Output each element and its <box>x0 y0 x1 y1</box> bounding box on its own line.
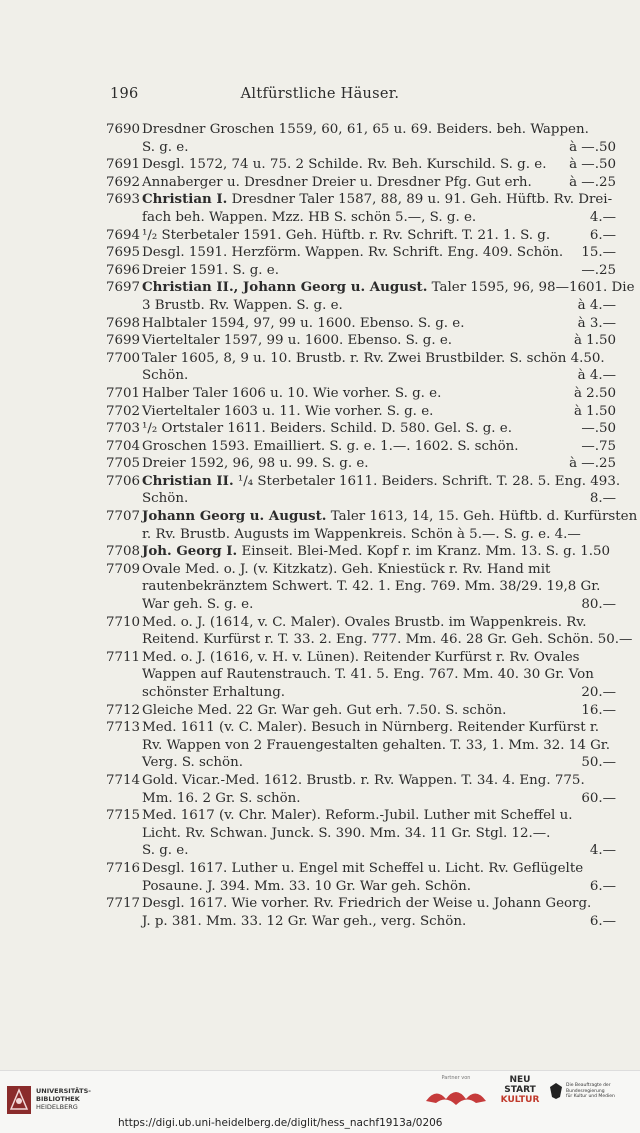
library-seal-icon <box>6 1085 32 1115</box>
ruler-name: Christian II., Johann Georg u. August. <box>142 279 428 296</box>
catalog-entry <box>106 156 616 174</box>
entry-description <box>142 649 616 702</box>
description-line <box>142 227 616 245</box>
line-text: schönster Erhaltung. <box>142 685 286 700</box>
price: 20.— <box>581 685 616 700</box>
entry-description <box>142 807 616 860</box>
entry-description <box>142 895 616 930</box>
entry-description <box>142 772 616 807</box>
line-text: Dresdner Taler 1587, 88, 89 u. 91. Geh. Hüftb. Rv. Drei- <box>227 192 613 208</box>
price: à —.25 <box>569 456 616 472</box>
ruler-name: Christian I. <box>142 191 228 208</box>
line-text: S. g. e. <box>142 139 189 155</box>
entry-description <box>142 403 616 421</box>
price: à 1.50 <box>573 403 616 419</box>
line-text: Schön. <box>142 491 189 507</box>
catalog-entry <box>106 895 616 930</box>
description-line <box>142 614 616 632</box>
eagle-logo-icon <box>416 1081 496 1113</box>
ruler-name: Joh. Georg I. <box>142 543 238 560</box>
entry-description <box>142 455 616 473</box>
line-text: Gold. Vicar.-Med. 1612. Brustb. r. Rv. Wappen. T. 34. 4. Eng. 775. <box>142 772 585 788</box>
lot-number: 7702 <box>106 403 141 419</box>
line-text: Ovale Med. o. J. (v. Kitzkatz). Geh. Kniestück r. Rv. Hand mit <box>142 561 551 577</box>
catalog-entry <box>106 350 616 385</box>
price: 8.— <box>589 491 616 507</box>
lot-number: 7714 <box>106 772 141 788</box>
price: 4.— <box>589 843 616 859</box>
lot-number: 7699 <box>106 333 141 349</box>
entry-description <box>142 561 616 614</box>
line-text: Desgl. 1591. Herzförm. Wappen. Rv. Schrift. Eng. 409. Schön. <box>142 245 564 261</box>
description-line <box>142 279 635 297</box>
description-line <box>142 420 616 438</box>
entry-description <box>142 385 616 403</box>
footer-bar <box>0 1070 640 1133</box>
description-line <box>142 684 616 702</box>
line-text: Wappen auf Rautenstrauch. T. 41. 5. Eng. 767. Mm. 40. 30 Gr. Von <box>142 667 594 683</box>
catalog-entry <box>106 455 616 473</box>
catalog-entry <box>106 403 616 421</box>
line-text: Taler 1605, 8, 9 u. 10. Brustb. r. Rv. Zwei Brustbilder. S. schön 4.50. <box>142 350 605 366</box>
lot-number: 7706 <box>106 473 141 489</box>
catalog-entry <box>106 860 616 895</box>
entry-description <box>142 332 616 350</box>
description-line <box>142 737 616 755</box>
catalog-entry <box>106 649 616 702</box>
description-line <box>142 649 616 667</box>
description-line <box>142 139 616 157</box>
price: 4.— <box>589 209 616 225</box>
description-line <box>142 754 616 772</box>
entry-description <box>142 543 616 561</box>
federal-eagle-icon <box>548 1081 564 1101</box>
catalog-entry <box>106 561 616 614</box>
price: 6.— <box>589 227 616 243</box>
lot-number: 7695 <box>106 245 141 261</box>
line-text: Desgl. 1617. Luther u. Engel mit Scheffel u. Licht. Rv. Geflügelte <box>142 860 584 876</box>
line-text: Einseit. Blei-Med. Kopf r. im Kranz. Mm. 13. S. g. 1.50 <box>237 544 611 560</box>
catalog-entry <box>106 244 616 262</box>
description-line <box>142 772 616 790</box>
description-line <box>142 156 616 174</box>
line-text: Verg. S. schön. <box>142 755 243 771</box>
lot-number: 7710 <box>106 614 141 630</box>
catalog-entry <box>106 772 616 807</box>
line-text: War geh. S. g. e. <box>142 597 254 613</box>
price: 60.— <box>581 790 616 806</box>
neustart-kultur-logo: NEU START KULTUR <box>500 1075 540 1105</box>
lot-number: 7715 <box>106 808 141 824</box>
line-text: Gleiche Med. 22 Gr. War geh. Gut erh. 7.50. S. schön. <box>142 702 507 718</box>
line-text: 3 Brustb. Rv. Wappen. S. g. e. <box>142 297 343 313</box>
price: à —.25 <box>569 174 616 190</box>
line-text: Annaberger u. Dresdner Dreier u. Dresdner Pfg. Gut erh. <box>142 174 532 190</box>
entry-description <box>142 315 616 333</box>
entry-description <box>142 244 616 262</box>
description-line <box>142 121 616 139</box>
entry-description <box>142 438 616 456</box>
lot-number: 7712 <box>106 702 141 718</box>
description-line <box>142 596 616 614</box>
line-text: Mm. 16. 2 Gr. S. schön. <box>142 790 301 806</box>
description-line <box>142 913 616 931</box>
description-line <box>142 895 616 913</box>
description-line <box>142 174 616 192</box>
description-line <box>142 490 616 508</box>
university-library-logo[interactable] <box>6 1085 106 1125</box>
catalog-entry <box>106 121 616 156</box>
lot-number: 7692 <box>106 174 141 190</box>
bkm-logo: Die Beauftragte der Bundesregierung für Kultur und Medien <box>548 1079 638 1113</box>
page-header <box>0 86 640 108</box>
lot-number: 7713 <box>106 720 141 736</box>
line-text: r. Rv. Brustb. Augusts im Wappenkreis. Schön à 5.—. S. g. e. 4.— <box>142 526 581 542</box>
price: à 3.— <box>577 315 616 331</box>
lot-number: 7698 <box>106 315 141 331</box>
line-text: ¹/₂ Ortstaler 1611. Beiders. Schild. D. 580. Gel. S. g. e. <box>142 421 512 437</box>
description-line <box>142 561 616 579</box>
description-line <box>142 297 616 315</box>
running-title: Altfürstliche Häuser. <box>240 86 400 102</box>
description-line <box>142 315 616 333</box>
description-line <box>142 455 616 473</box>
catalog-entry <box>106 472 621 508</box>
entry-description <box>142 702 616 720</box>
catalog-entry <box>106 438 616 456</box>
line-text: rautenbekränztem Schwert. T. 42. 1. Eng. 769. Mm. 38/29. 19,8 Gr. <box>142 579 601 595</box>
catalog-entry <box>106 807 616 860</box>
line-text: ¹/₄ Sterbetaler 1611. Beiders. Schrift. T. 28. 5. Eng. 493. <box>233 473 621 489</box>
permalink-url[interactable]: https://digi.ub.uni-heidelberg.de/diglit/hess_nachf1913a/0206 <box>118 1117 443 1129</box>
catalog-entry <box>106 227 616 245</box>
price: 6.— <box>589 878 616 894</box>
lot-number: 7707 <box>106 509 141 525</box>
line-text: Taler 1595, 96, 98—1601. Die <box>427 280 635 296</box>
lot-number: 7691 <box>106 157 141 173</box>
catalog-entry <box>106 508 638 543</box>
line-text: Schön. <box>142 368 189 384</box>
lot-number: 7717 <box>106 896 141 912</box>
line-text: Halbtaler 1594, 97, 99 u. 1600. Ebenso. S. g. e. <box>142 315 465 331</box>
line-text: Taler 1613, 14, 15. Geh. Hüftb. d. Kurfürsten <box>326 509 638 525</box>
catalog-entry <box>106 332 616 350</box>
price: à 4.— <box>577 297 616 313</box>
lot-number: 7696 <box>106 262 141 278</box>
description-line <box>142 719 616 737</box>
lot-number: 7716 <box>106 860 141 876</box>
description-line <box>142 403 616 421</box>
page-number: 196 <box>110 86 139 102</box>
catalog-entries <box>106 121 638 930</box>
description-line <box>142 578 616 596</box>
description-line <box>142 472 621 491</box>
lot-number: 7690 <box>106 122 141 137</box>
description-line <box>142 666 616 684</box>
description-line <box>142 191 616 209</box>
entry-description <box>142 191 616 226</box>
lot-number: 7694 <box>106 227 141 243</box>
entry-description <box>142 508 638 543</box>
description-line <box>142 526 616 544</box>
price: 16.— <box>581 702 616 718</box>
description-line <box>142 825 616 843</box>
price: à —.50 <box>569 139 616 155</box>
line-text: Rv. Wappen von 2 Frauengestalten gehalten. T. 33, 1. Mm. 32. 14 Gr. <box>142 737 610 753</box>
catalog-entry <box>106 702 616 720</box>
line-text: Halber Taler 1606 u. 10. Wie vorher. S. g. e. <box>142 385 442 401</box>
entry-description <box>142 262 616 280</box>
description-line <box>142 702 616 720</box>
price: 80.— <box>581 597 616 613</box>
line-text: Med. o. J. (1616, v. H. v. Lünen). Reitender Kurfürst r. Rv. Ovales <box>142 649 580 665</box>
lot-number: 7697 <box>106 280 141 296</box>
lot-number: 7693 <box>106 192 141 208</box>
library-name: UNIVERSITÄTS- BIBLIOTHEK HEIDELBERG <box>36 1087 91 1111</box>
partner-logo: Partner von <box>416 1075 496 1115</box>
catalog-entry <box>106 420 616 438</box>
price: —.75 <box>581 438 616 454</box>
catalog-entry <box>106 543 616 561</box>
catalog-entry <box>106 385 616 403</box>
line-text: Med. 1617 (v. Chr. Maler). Reform.-Jubil. Luther mit Scheffel u. <box>142 808 573 824</box>
line-text: Desgl. 1617. Wie vorher. Rv. Friedrich der Weise u. Johann Georg. <box>142 896 592 912</box>
description-line <box>142 385 616 403</box>
description-line <box>142 332 616 350</box>
description-line <box>142 790 616 808</box>
description-line <box>142 244 616 262</box>
price: à 4.— <box>577 368 616 384</box>
price: à 1.50 <box>573 333 616 349</box>
description-line <box>142 262 616 280</box>
lot-number: 7708 <box>106 544 141 560</box>
line-text: Dresdner Groschen 1559, 60, 61, 65 u. 69. Beiders. beh. Wappen. <box>142 122 589 137</box>
line-text: Med. 1611 (v. C. Maler). Besuch in Nürnberg. Reitender Kurfürst r. <box>142 720 600 736</box>
line-text: Dreier 1591. S. g. e. <box>142 262 279 278</box>
entry-description <box>142 420 616 438</box>
line-text: Vierteltaler 1597, 99 u. 1600. Ebenso. S. g. e. <box>142 333 453 349</box>
entry-description <box>142 719 616 772</box>
description-line <box>142 438 616 456</box>
entry-description <box>142 860 616 895</box>
price: 15.— <box>581 245 616 261</box>
description-line <box>142 842 616 860</box>
catalog-entry <box>106 315 616 333</box>
price: à —.50 <box>569 157 616 173</box>
price: à 2.50 <box>573 385 616 401</box>
line-text: Posaune. J. 394. Mm. 33. 10 Gr. War geh. Schön. <box>142 878 472 894</box>
lot-number: 7711 <box>106 649 141 665</box>
description-line <box>142 209 616 227</box>
lot-number: 7709 <box>106 561 141 577</box>
description-line <box>142 350 616 368</box>
description-line <box>142 367 616 385</box>
description-line <box>142 878 616 896</box>
description-line <box>142 860 616 878</box>
description-line <box>142 807 616 825</box>
price: —.25 <box>581 262 616 278</box>
line-text: Med. o. J. (1614, v. C. Maler). Ovales Brustb. im Wappenkreis. Rv. <box>142 614 587 630</box>
line-text: Dreier 1592, 96, 98 u. 99. S. g. e. <box>142 456 369 472</box>
catalog-entry <box>106 279 635 314</box>
line-text: Reitend. Kurfürst r. T. 33. 2. Eng. 777. Mm. 46. 28 Gr. Geh. Schön. 50.— <box>142 632 633 648</box>
lot-number: 7703 <box>106 421 141 437</box>
lot-number: 7704 <box>106 438 141 454</box>
lot-number: 7700 <box>106 350 141 366</box>
lot-number: 7705 <box>106 456 141 472</box>
line-text: fach beh. Wappen. Mzz. HB S. schön 5.—, S. g. e. <box>142 209 477 225</box>
line-text: J. p. 381. Mm. 33. 12 Gr. War geh., verg. Schön. <box>142 913 467 929</box>
entry-description <box>142 279 635 314</box>
catalog-entry <box>106 174 616 192</box>
line-text: Groschen 1593. Emailliert. S. g. e. 1.—. 1602. S. schön. <box>142 438 519 454</box>
entry-description <box>142 121 616 156</box>
entry-description <box>142 227 616 245</box>
line-text: ¹/₂ Sterbetaler 1591. Geh. Hüftb. r. Rv. Schrift. T. 21. 1. S. g. <box>142 227 551 243</box>
description-line <box>142 508 638 526</box>
entry-description <box>142 472 621 508</box>
line-text: Vierteltaler 1603 u. 11. Wie vorher. S. g. e. <box>142 403 434 419</box>
entry-description <box>142 350 616 385</box>
entry-description <box>142 614 633 649</box>
price: 6.— <box>589 913 616 929</box>
catalog-entry <box>106 191 616 226</box>
price: —.50 <box>581 421 616 437</box>
description-line <box>142 543 616 561</box>
line-text: Desgl. 1572, 74 u. 75. 2 Schilde. Rv. Beh. Kurschild. S. g. e. <box>142 157 547 173</box>
ruler-name: Christian II. <box>142 472 234 489</box>
catalog-entry <box>106 719 616 772</box>
ruler-name: Johann Georg u. August. <box>142 508 327 525</box>
description-line <box>142 631 633 649</box>
entry-description <box>142 156 616 174</box>
catalog-entry <box>106 262 616 280</box>
catalog-entry <box>106 614 633 649</box>
lot-number: 7701 <box>106 385 141 401</box>
entry-description <box>142 174 616 192</box>
price: 50.— <box>581 755 616 771</box>
line-text: S. g. e. <box>142 843 189 859</box>
line-text: Licht. Rv. Schwan. Junck. S. 390. Mm. 34. 11 Gr. Stgl. 12.—. <box>142 825 551 841</box>
